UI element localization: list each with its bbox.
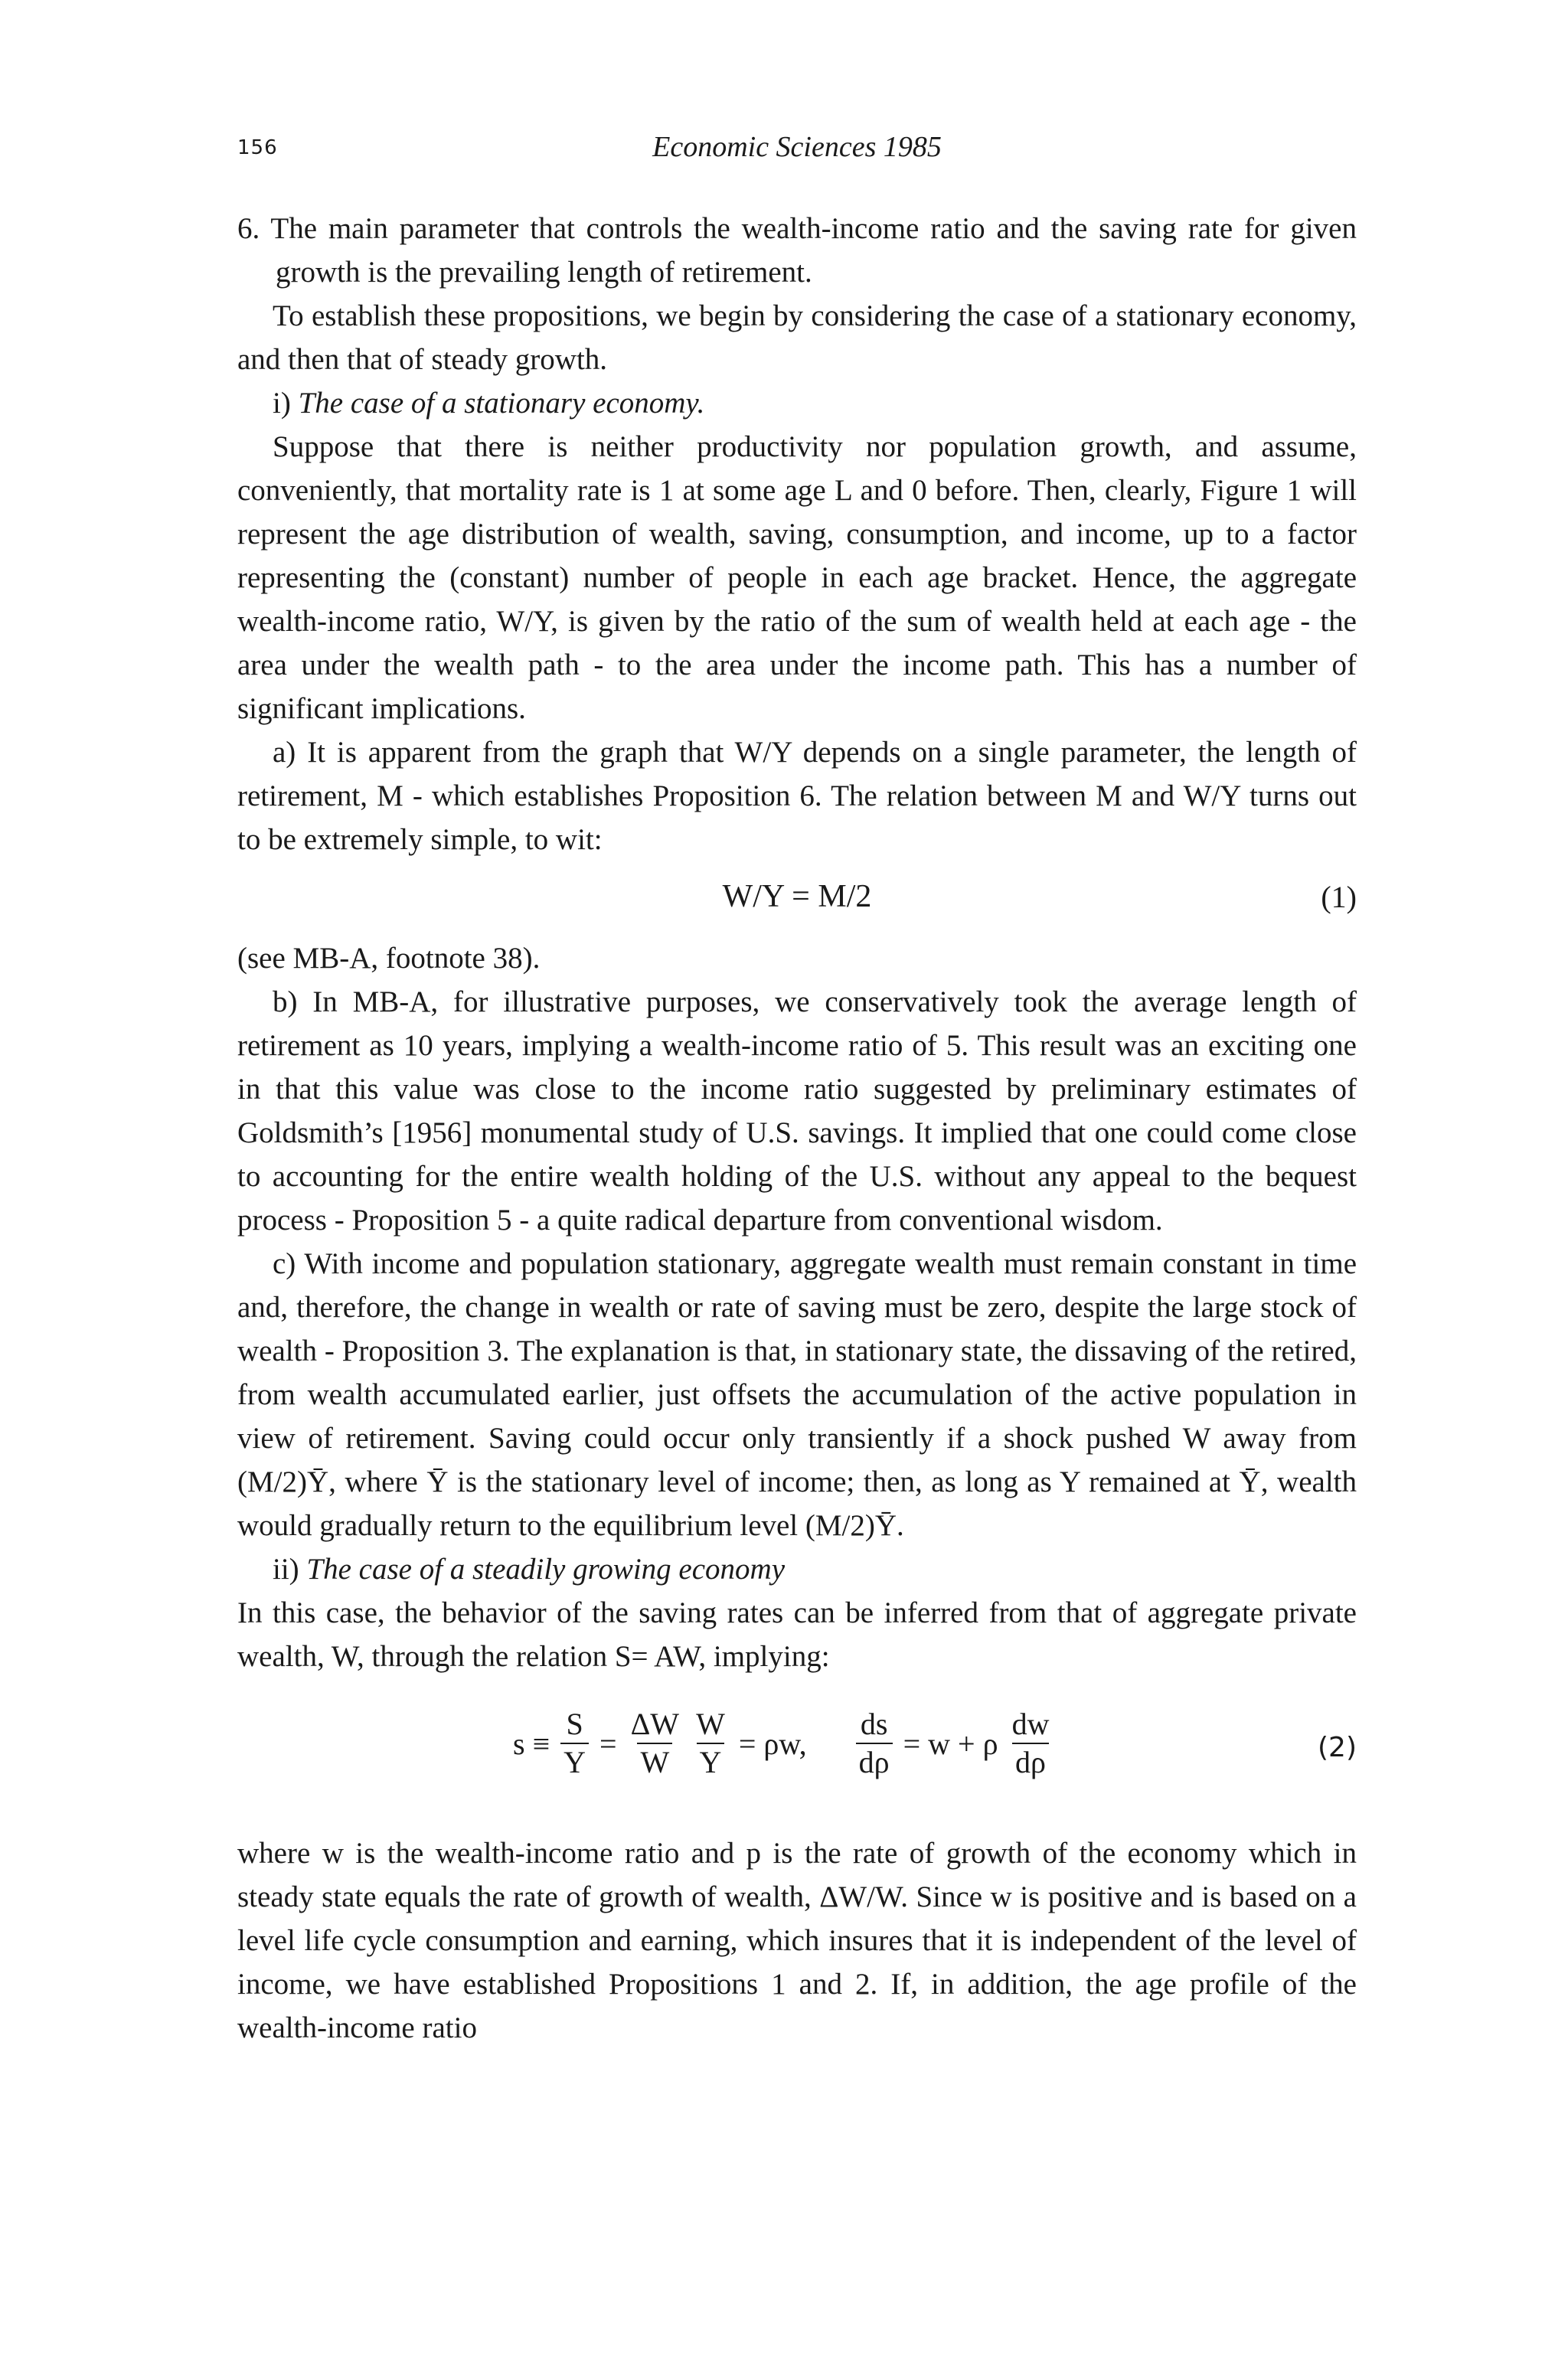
- eq2-frac-dw-num: dw: [1011, 1707, 1050, 1741]
- section-heading-ii-number: ii): [273, 1553, 299, 1586]
- eq2-frac-dW-W: [628, 1706, 682, 1781]
- eq2-frac-drho2-den: dρ: [1012, 1743, 1049, 1781]
- where-paragraph: where w is the wealth-income ratio and p is the rate of growth of the economy which in steady state equals the rate of growth of wealth, ΔW/W. Since w is positive and is based on a level life cycle consumption and earning, which insures that it is independent of the level of income, we have established Propositions 1 and 2. If, in addition, the age profile of the wealth-income ratio: [237, 1837, 1357, 2044]
- paragraph-a: a) It is apparent from the graph that W/Y depends on a single parameter, the length of retirement, M - which establishes Proposition 6. The relation between M and W/Y turns out to be extremely simple, to wit:: [237, 736, 1357, 856]
- see-reference: (see MB-A, footnote 38).: [237, 942, 541, 975]
- section-heading-i-number: i): [273, 387, 291, 420]
- equation-2: [237, 1686, 1357, 1816]
- eq2-frac-ds-drho: [856, 1706, 893, 1781]
- eq2-frac-drho-den: dρ: [856, 1743, 893, 1781]
- eq2-frac-W-num: W: [696, 1707, 725, 1741]
- equation-1-number: (1): [1321, 880, 1357, 914]
- running-title: Economic Sciences 1985: [652, 131, 942, 163]
- proposition-6: 6. The main parameter that controls the wealth-income ratio and the saving rate for given growth is the prevailing length of retirement.: [237, 212, 1357, 289]
- eq2-frac-W-Y: [693, 1706, 728, 1781]
- equation-1-expression: W/Y = M/2: [722, 879, 872, 914]
- stationary-paragraph: Suppose that there is neither productivity nor population growth, and assume, conveniently, that mortality rate is 1 at some age L and 0 before. Then, clearly, Figure 1 will represent the age distribution of wealth, saving, consumption, and income, up to a factor representing the (constant) number of people in each age bracket. Hence, the aggregate wealth-income ratio, W/Y, is given by the ratio of the sum of wealth held at each age - the area under the wealth path - to the area under the income path. This has a number of significant implications.: [237, 430, 1357, 725]
- section-heading-i-text: The case of a stationary economy.: [298, 387, 705, 420]
- section-heading-i: [237, 381, 1357, 425]
- section-heading-ii-text: The case of a steadily growing economy: [306, 1553, 786, 1586]
- paragraph-c: c) With income and population stationary, aggregate wealth must remain constant in time and, therefore, the change in wealth or rate of saving must be zero, despite the large stock of wealth - Proposition 3. The explanation is that, in stationary state, the dissaving of the retired, from wealth accumulated earlier, just offsets the accumulation of the active population in view of retirement. Saving could occur only transiently if a shock pushed W away from (M/2)Ȳ, where Ȳ is the stationary level of income; then, as long as Y remained at Ȳ, wealth would gradually return to the equilibrium level (M/2)Ȳ.: [237, 1247, 1357, 1542]
- equation-1: [237, 867, 1357, 932]
- eq2-frac-dW-num: ΔW: [630, 1707, 680, 1741]
- eq2-frac-dw-drho: [1009, 1706, 1053, 1781]
- equation-2-number: (2): [1318, 1732, 1357, 1763]
- eq2-w-plus-rho: = w + ρ: [903, 1726, 998, 1761]
- section-heading-ii: [237, 1547, 1357, 1591]
- page-number: 156: [237, 136, 278, 159]
- paragraph-b: b) In MB-A, for illustrative purposes, we conservatively took the average length of retirement as 10 years, implying a wealth-income ratio of 5. This result was an exciting one in that this value was close to the income ratio suggested by preliminary estimates of Goldsmith’s [1956] monumental study of U.S. savings. It implied that one could come close to accounting for the entire wealth holding of the U.S. without any appeal to the bequest process - Proposition 5 - a quite radical departure from conventional wisdom.: [237, 985, 1357, 1237]
- eq2-equals: =: [599, 1726, 617, 1761]
- eq2-frac-Y-den: Y: [560, 1743, 589, 1781]
- eq2-frac-S-num: S: [566, 1707, 583, 1741]
- eq2-rho-w: = ρw,: [738, 1726, 807, 1761]
- equation-2-expression: [513, 1686, 1164, 1801]
- body-text: [237, 207, 1357, 2050]
- intro-paragraph: To establish these propositions, we begin by considering the case of a stationary economy, and then that of steady growth.: [237, 299, 1357, 376]
- page-header: [237, 130, 1357, 176]
- eq2-frac-W-den: W: [637, 1743, 672, 1781]
- eq2-s-def: s ≡: [513, 1726, 550, 1761]
- eq2-frac-S-Y: [560, 1706, 589, 1781]
- growth-paragraph: In this case, the behavior of the saving rates can be inferred from that of aggregate private wealth, W, through the relation S= AW, implying:: [237, 1596, 1357, 1673]
- eq2-frac-ds-num: ds: [860, 1707, 888, 1741]
- eq2-frac-Y2-den: Y: [697, 1743, 725, 1781]
